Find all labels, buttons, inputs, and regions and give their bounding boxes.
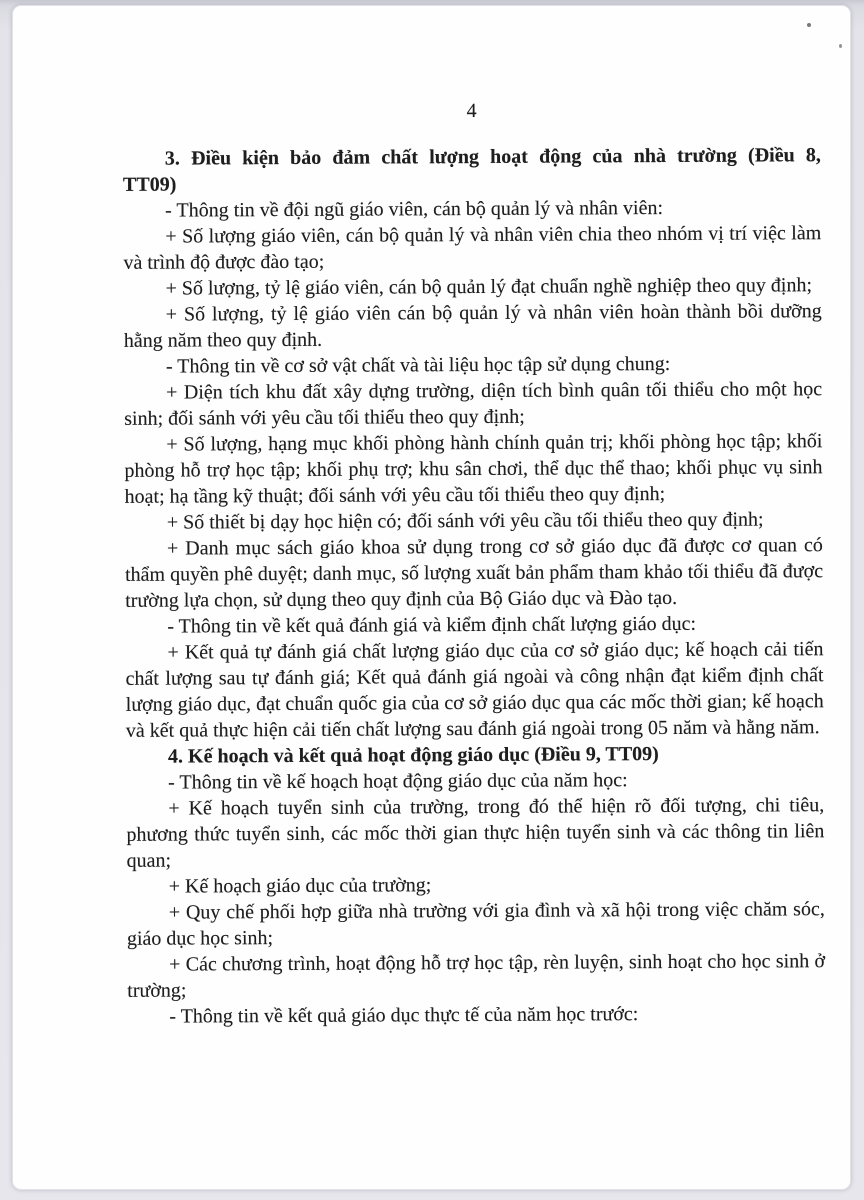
paragraph-enrollment-plan: + Kế hoạch tuyển sinh của trường, trong đó thể hiện rõ đối tượng, chi tiêu, phương thức tuyển sinh, các mốc thời gian thực hiện tuyển sinh và các thông tin liên quan;	[126, 794, 825, 872]
paragraph-building-blocks: + Số lượng, hạng mục khối phòng hành chính quản trị; khối phòng học tập; khối phòng hỗ trợ học tập; khối phụ trợ; khu sân chơi, thể dục thể thao; khối phục vụ sinh hoạt; hạ tầng kỹ thuật; đối sánh với yêu cầu tối thiểu theo quy định;	[124, 430, 823, 508]
paragraph-land-area: + Diện tích khu đất xây dựng trường, diện tích bình quân tối thiểu cho một học sinh; đối sánh với yêu cầu tối thiểu theo quy định;	[124, 378, 823, 430]
paragraph-self-assessment: + Kết quả tự đánh giá chất lượng giáo dục của cơ sở giáo dục; kế hoạch cải tiến chất lượng sau tự đánh giá; Kết quả đánh giá ngoài và công nhận đạt kiểm định chất lượng giáo dục, đạt chuẩn quốc gia của cơ sở giáo dục qua các mốc thời gian; kế hoạch và kết quả thực hiện cải tiến chất lượng sau đánh giá ngoài trong 05 năm và hằng năm.	[125, 638, 824, 742]
section-3-heading-line2: TT09)	[122, 173, 177, 196]
paragraph-staff-counts: + Số lượng giáo viên, cán bộ quản lý và nhân viên chia theo nhóm vị trí việc làm và trình độ được đào tạo;	[123, 222, 822, 274]
scan-speck	[807, 23, 811, 27]
paragraph-textbook-list: + Danh mục sách giáo khoa sử dụng trong cơ sở giáo dục đã được cơ quan có thẩm quyền phê duyệt; danh mục, số lượng xuất bản phẩm tham khảo tối thiểu đã được trường lựa chọn, sử dụng theo quy định của Bộ Giáo dục và Đào tạo.	[124, 534, 824, 612]
paragraph-facilities-info: - Thông tin về cơ sở vật chất và tài liệu học tập sử dụng chung:	[165, 352, 671, 378]
document-text	[123, 96, 826, 1030]
paragraph-teaching-equipment: + Số thiết bị dạy học hiện có; đối sánh với yêu cầu tối thiểu theo quy định;	[166, 508, 764, 534]
paragraph-staff-training: + Số lượng, tỷ lệ giáo viên cán bộ quản lý và nhân viên hoàn thành bồi dưỡng hằng năm theo quy định.	[123, 300, 822, 352]
scanned-page	[12, 5, 851, 1190]
page-number: 4	[466, 99, 477, 123]
paragraph-coordination-rules: + Quy chế phối hợp giữa nhà trường với gia đình và xã hội trong việc chăm sóc, giáo dục học sinh;	[126, 898, 825, 950]
scan-speck	[839, 44, 842, 48]
paragraph-staff-standards: + Số lượng, tỷ lệ giáo viên, cán bộ quản lý đạt chuẩn nghề nghiệp theo quy định;	[165, 274, 813, 300]
section-3-heading-line1: 3. Điều kiện bảo đảm chất lượng hoạt động của nhà trường (Điều 8,	[164, 144, 821, 170]
paragraph-previous-results: - Thông tin về kết quả giáo dục thực tế của năm học trước:	[169, 1003, 639, 1028]
paragraph-support-programs: + Các chương trình, hoạt động hỗ trợ học tập, rèn luyện, sinh hoạt cho học sinh ở trường;	[127, 950, 826, 1002]
paragraph-school-edu-plan: + Kế hoạch giáo dục của trường;	[168, 874, 432, 898]
paragraph-quality-assessment: - Thông tin về kết quả đánh giá và kiểm định chất lượng giáo dục:	[167, 612, 697, 638]
paragraph-staff-info: - Thông tin về đội ngũ giáo viên, cán bộ quản lý và nhân viên:	[165, 197, 664, 222]
paragraph-education-plan: - Thông tin về kế hoạch hoạt động giáo dục của năm học:	[168, 769, 628, 794]
section-4-heading: 4. Kế hoạch và kết quả hoạt động giáo dục (Điều 9, TT09)	[167, 743, 659, 768]
